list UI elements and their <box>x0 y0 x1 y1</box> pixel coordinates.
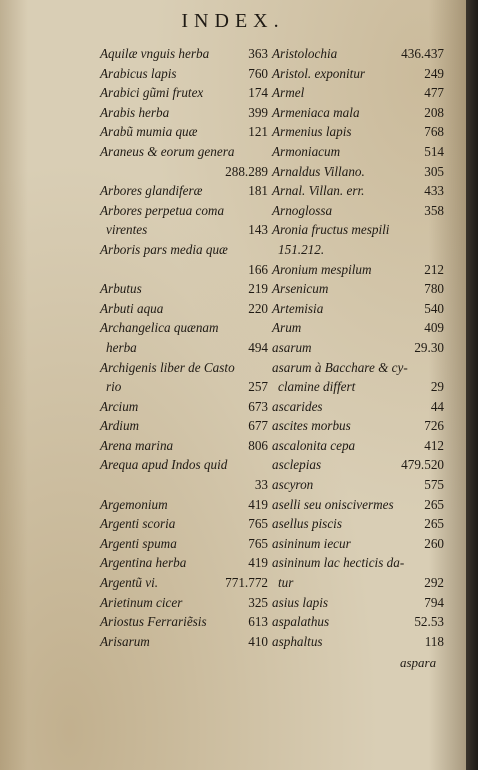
index-page-number: 208 <box>424 104 444 120</box>
index-term: ascites morbus <box>272 418 351 434</box>
index-entry <box>100 377 268 397</box>
index-entry <box>100 122 268 142</box>
index-page-number: 212 <box>424 261 444 277</box>
index-page-number: 768 <box>424 124 444 140</box>
index-entry <box>100 162 268 182</box>
index-page-number: 265 <box>424 516 444 532</box>
index-term: Archangelica quænam <box>100 320 219 336</box>
index-entry <box>272 162 444 182</box>
index-entry <box>272 573 444 593</box>
index-entry <box>100 240 268 260</box>
index-entry <box>272 220 444 240</box>
index-entry <box>100 220 268 240</box>
index-term: Argenti spuma <box>100 535 177 551</box>
index-page-number: 677 <box>248 418 268 434</box>
index-term: Aristolochia <box>272 46 338 61</box>
index-entry <box>100 593 268 613</box>
index-term: Argemonium <box>100 496 168 512</box>
index-term: Arnoglossa <box>272 202 333 218</box>
index-entry <box>100 279 268 299</box>
page-edge-shadow <box>466 0 478 770</box>
index-entry <box>272 612 444 632</box>
index-term: asarum <box>272 339 312 355</box>
index-page-number: 514 <box>424 143 444 159</box>
index-entry <box>272 593 444 613</box>
index-entry <box>272 44 444 64</box>
index-term: Arsenicum <box>272 281 329 297</box>
index-page-number: 52.53 <box>414 614 444 630</box>
index-term: herba <box>106 339 137 355</box>
index-page-number: 219 <box>248 281 268 297</box>
index-page-number: 433 <box>424 183 444 199</box>
index-page-number: 806 <box>248 437 268 453</box>
index-term: Araneus & eorum genera <box>100 143 235 159</box>
index-entry <box>100 612 268 632</box>
index-page-number: 260 <box>424 535 444 551</box>
index-page-number: 257 <box>248 379 268 395</box>
index-entry <box>272 122 444 142</box>
index-term: Arbuti aqua <box>100 300 164 316</box>
index-page-number: 419 <box>248 555 268 571</box>
index-page-number: 765 <box>248 516 268 532</box>
index-page-number: 29.30 <box>414 339 444 355</box>
index-term: Arbores glandiferæ <box>100 183 203 199</box>
catchword: aspara <box>400 655 437 670</box>
index-entry <box>100 260 268 280</box>
index-entry <box>100 358 268 378</box>
index-entry <box>100 181 268 201</box>
index-term: ascalonita cepa <box>272 437 356 453</box>
index-term: Arabicus lapis <box>100 65 177 81</box>
index-page-number: 143 <box>248 222 268 238</box>
index-term: Armoniacum <box>272 143 341 159</box>
index-page-number: 33 <box>254 477 268 493</box>
index-term: ascyron <box>272 477 314 493</box>
index-entry <box>272 416 444 436</box>
index-entry <box>272 240 444 260</box>
index-entry <box>272 632 444 652</box>
index-entry <box>272 358 444 378</box>
index-entry <box>100 103 268 123</box>
index-term: Armenius lapis <box>272 124 352 140</box>
index-entry <box>272 279 444 299</box>
index-entry <box>272 83 444 103</box>
index-term: Arisarum <box>100 633 150 649</box>
index-term: Arabũ mumia quæ <box>100 124 198 140</box>
index-entry <box>272 299 444 319</box>
index-page-number: 412 <box>424 437 444 453</box>
index-page-number: 409 <box>424 320 444 336</box>
index-page-number: 726 <box>424 418 444 434</box>
index-term: Ardium <box>100 418 140 434</box>
index-page-number: 540 <box>424 300 444 316</box>
index-page-number: 121 <box>248 124 268 140</box>
index-page-number: 220 <box>248 300 268 316</box>
index-term: asininum iecur <box>272 535 351 551</box>
index-entry <box>272 455 444 475</box>
index-term: virentes <box>106 222 148 238</box>
index-page-number: 410 <box>248 633 268 649</box>
index-page-number: 436.437 <box>401 46 444 61</box>
index-entry <box>100 553 268 573</box>
index-term: tur <box>278 575 294 591</box>
index-entry <box>100 416 268 436</box>
index-entry <box>272 514 444 534</box>
index-page-number: 479.520 <box>401 457 444 473</box>
index-term: ascarides <box>272 398 323 414</box>
index-page-number: 765 <box>248 535 268 551</box>
index-term: aspalathus <box>272 614 330 630</box>
index-entry <box>272 377 444 397</box>
index-term: Arcium <box>100 398 139 414</box>
index-page-number: 363 <box>248 46 268 61</box>
index-page-number: 265 <box>424 496 444 512</box>
index-entry <box>100 44 268 64</box>
index-entry <box>100 64 268 84</box>
index-entry <box>272 64 444 84</box>
index-entry <box>100 142 268 162</box>
index-term: asellus piscis <box>272 516 342 532</box>
index-term: Aronia fructus mespili <box>272 222 390 238</box>
index-page-number: 358 <box>424 202 444 218</box>
index-page-number: 613 <box>248 614 268 630</box>
index-term: Archigenis liber de Casto <box>100 359 235 375</box>
index-page-number: 494 <box>248 339 268 355</box>
index-entry <box>272 495 444 515</box>
index-term: Arbutus <box>100 281 142 297</box>
index-page-number: 29 <box>430 379 444 395</box>
index-term: Ariostus Ferrariẽsis <box>100 614 207 630</box>
index-entry <box>100 83 268 103</box>
index-entry <box>100 338 268 358</box>
index-page-number: 181 <box>248 183 268 199</box>
index-entry <box>272 534 444 554</box>
index-entry <box>272 436 444 456</box>
index-term: Artemisia <box>272 300 324 316</box>
index-term: Arbores perpetua coma <box>100 202 225 218</box>
index-page-number: 288.289 <box>225 163 268 179</box>
page-header: INDEX. <box>181 10 285 32</box>
index-page-number: 166 <box>248 261 268 277</box>
index-entry <box>100 534 268 554</box>
index-term: Arabici gũmi frutex <box>100 85 204 101</box>
index-entry <box>272 318 444 338</box>
index-entry <box>272 142 444 162</box>
index-entry <box>272 553 444 573</box>
index-term: Aquilæ vnguis herba <box>100 46 210 61</box>
index-term: Argentũ vi. <box>100 575 159 591</box>
index-entry <box>272 475 444 495</box>
index-page-number: 673 <box>248 398 268 414</box>
index-term: asarum à Bacchare & cy- <box>272 359 408 375</box>
index-entry <box>100 436 268 456</box>
index-page-number: 399 <box>248 104 268 120</box>
index-term: Arena marina <box>100 437 174 453</box>
index-page-number: 305 <box>424 163 444 179</box>
index-entry <box>100 299 268 319</box>
index-term: Arum <box>272 320 302 336</box>
index-term: Aronium mespilum <box>272 261 372 277</box>
index-entry <box>272 338 444 358</box>
index-page-number: 249 <box>424 65 444 81</box>
index-page-number: 44 <box>430 398 444 414</box>
index-page-number: 419 <box>248 496 268 512</box>
index-entry <box>272 103 444 123</box>
index-entry <box>100 514 268 534</box>
index-column-left <box>100 44 268 651</box>
index-term: 151.212. <box>278 241 325 257</box>
index-page-number: 477 <box>424 85 444 101</box>
index-page-number: 771.772 <box>225 575 268 591</box>
index-entry <box>100 201 268 221</box>
index-page-number: 325 <box>248 594 268 610</box>
index-term: Armel <box>272 85 305 101</box>
index-term: rio <box>106 379 122 395</box>
index-entry <box>272 397 444 417</box>
index-entry <box>100 632 268 652</box>
index-entry <box>100 318 268 338</box>
index-term: Arabis herba <box>100 104 170 120</box>
index-page-number: 780 <box>424 281 444 297</box>
index-term: asininum lac hecticis da- <box>272 555 405 571</box>
index-term: Arboris pars media quæ <box>100 241 228 257</box>
index-page-number: 118 <box>424 633 444 649</box>
index-term: asius lapis <box>272 594 329 610</box>
index-page-number: 760 <box>248 65 268 81</box>
index-entry <box>272 181 444 201</box>
index-page-number: 174 <box>248 85 268 101</box>
index-term: Armeniaca mala <box>272 104 360 120</box>
index-column-right <box>272 44 444 651</box>
index-entry <box>100 397 268 417</box>
index-entry <box>100 455 268 475</box>
index-term: Argenti scoria <box>100 516 176 532</box>
index-term: Argentina herba <box>100 555 187 571</box>
index-term: clamine differt <box>278 379 356 395</box>
index-page-number: 292 <box>424 575 444 591</box>
index-page-number: 575 <box>424 477 444 493</box>
index-term: Arequa apud Indos quid <box>100 457 228 473</box>
index-term: Aristol. exponitur <box>272 65 366 81</box>
index-entry <box>272 201 444 221</box>
index-term: Arietinum cicer <box>100 594 183 610</box>
index-page-number: 794 <box>424 594 444 610</box>
index-entry <box>272 260 444 280</box>
index-term: asclepias <box>272 457 322 473</box>
index-term: Arnaldus Villano. <box>272 163 365 179</box>
index-entry <box>100 475 268 495</box>
index-term: aselli seu oniscivermes <box>272 496 394 512</box>
index-term: asphaltus <box>272 633 323 649</box>
index-term: Arnal. Villan. err. <box>272 183 365 199</box>
index-entry <box>100 495 268 515</box>
index-entry <box>100 573 268 593</box>
